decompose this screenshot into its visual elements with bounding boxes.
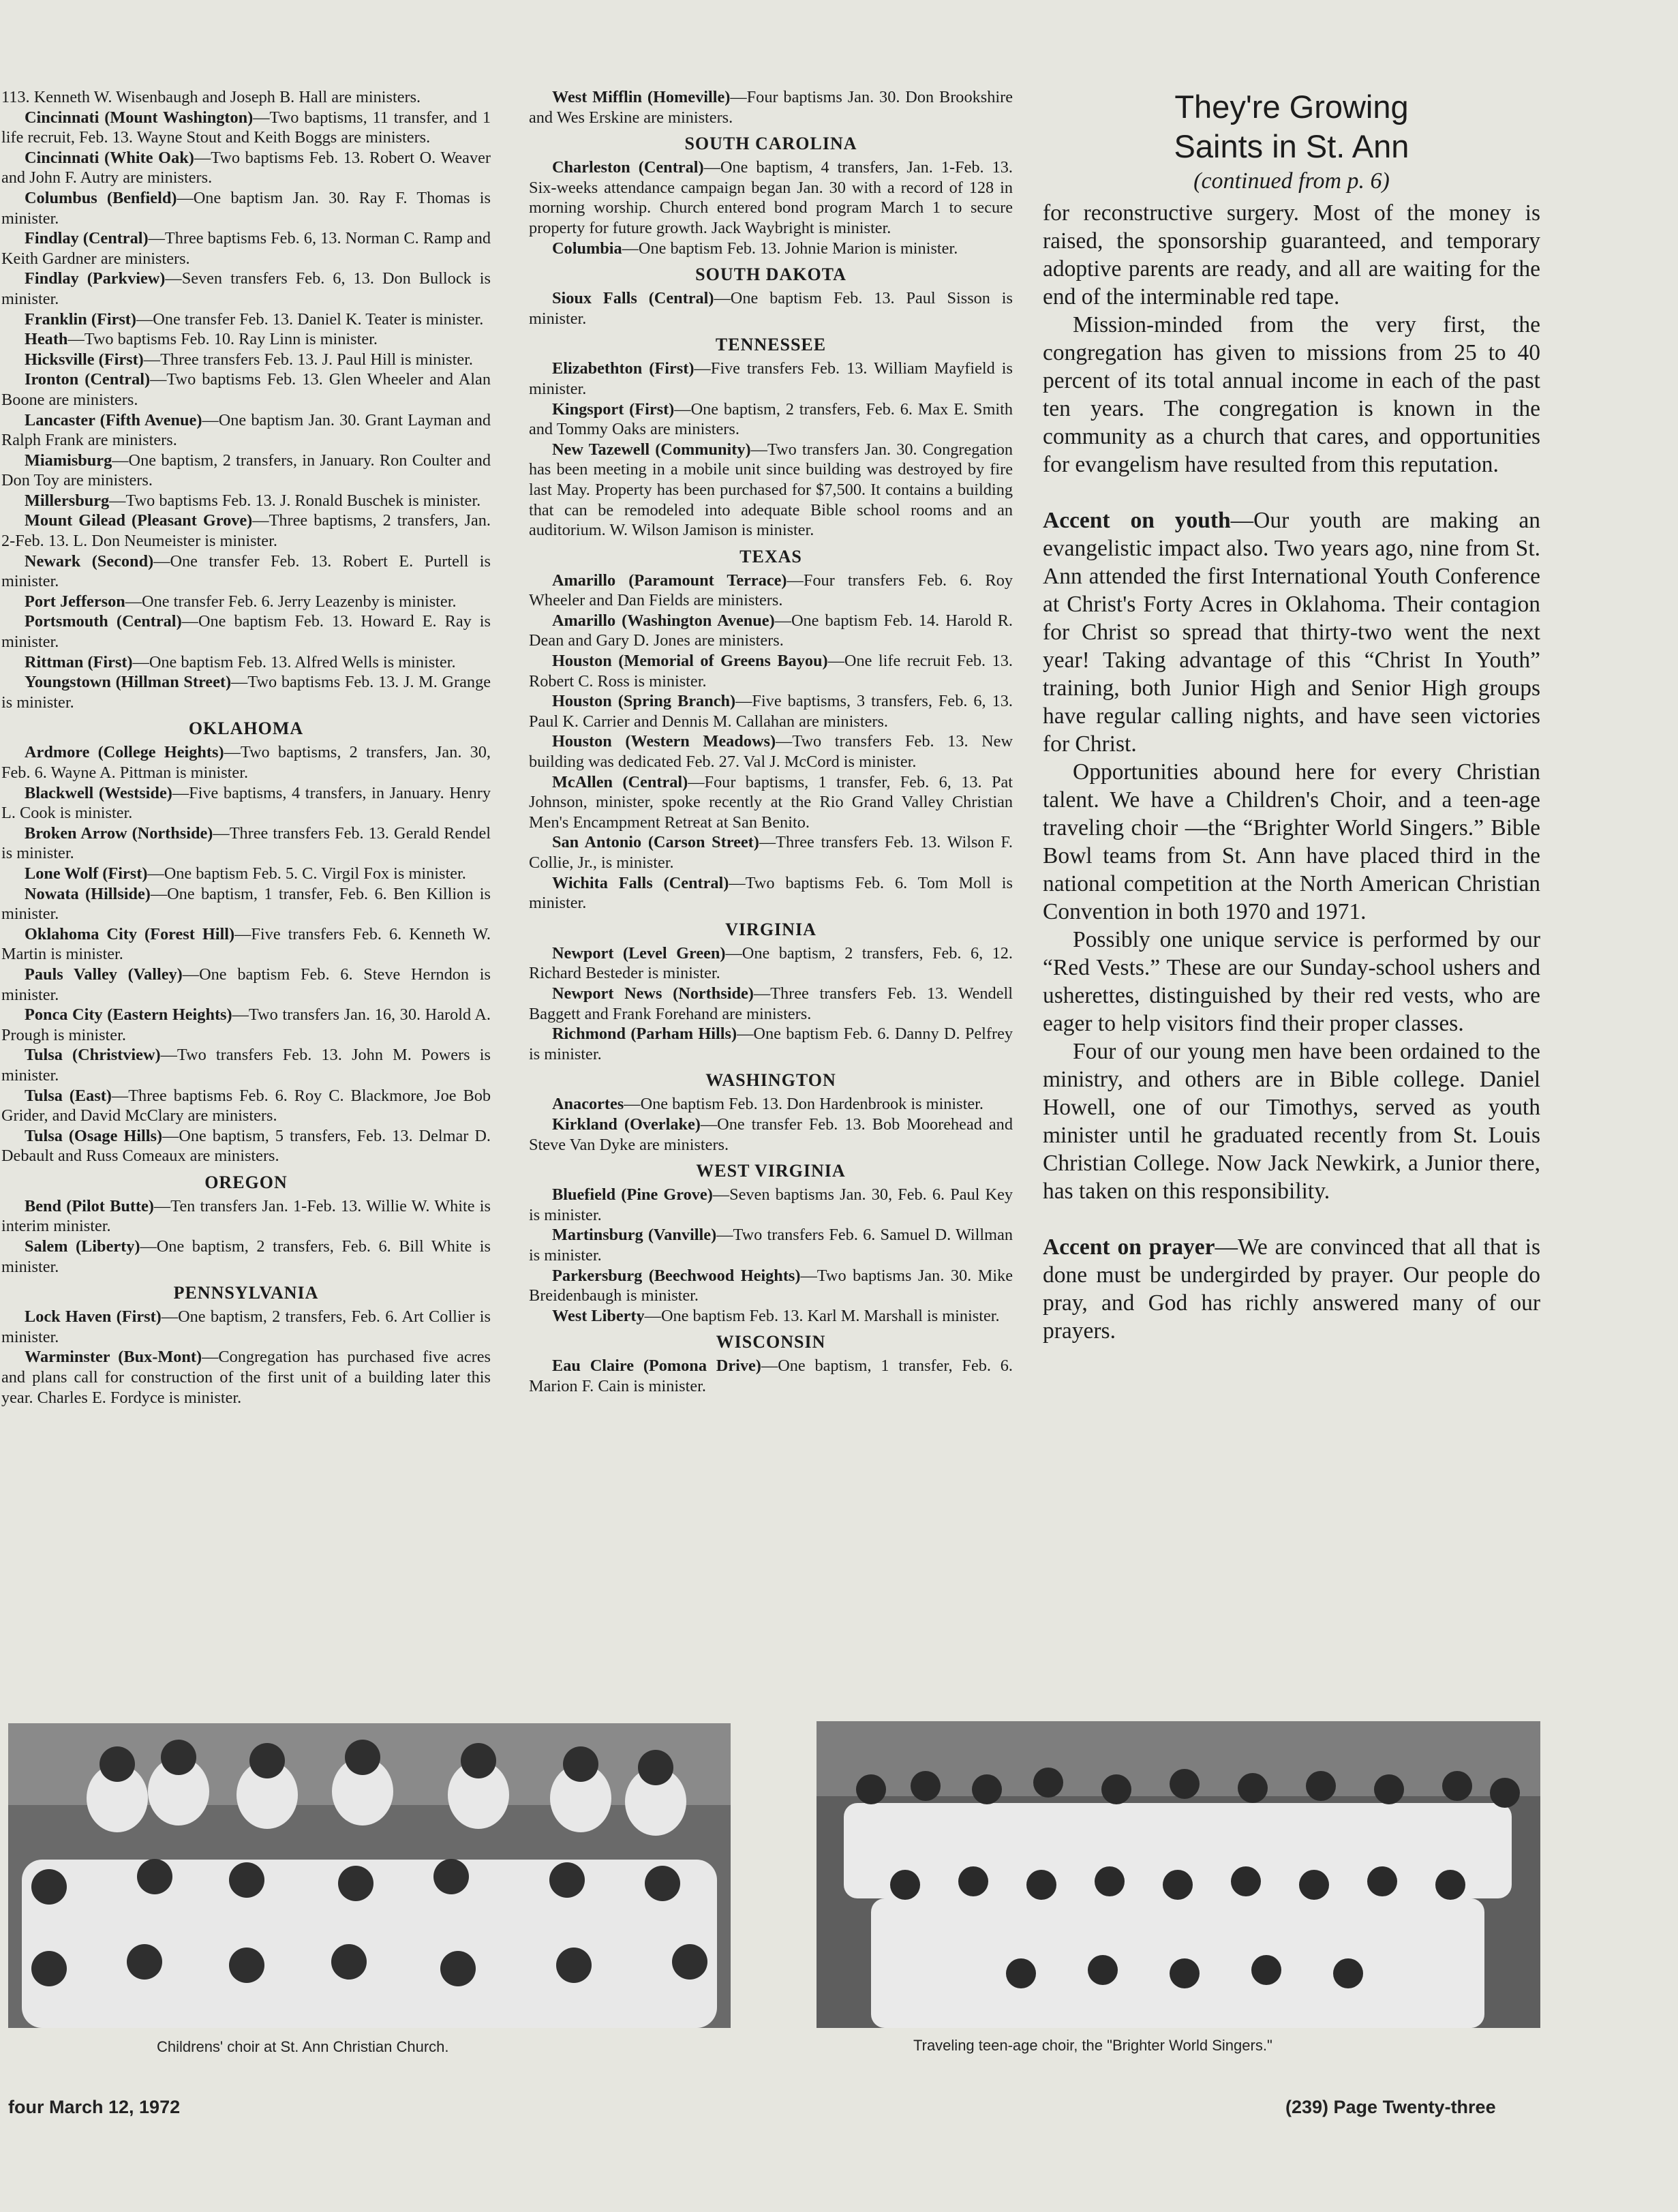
report-text: —Two transfers Feb. 6. Samuel D. Willman is minister. [529,1226,1013,1264]
church-report-entry [1,309,491,330]
church-name: Millersburg [25,491,110,510]
report-text: —Seven baptisms Jan. 30, Feb. 6. Paul Key is minister. [529,1185,1013,1224]
church-report-entry [529,1024,1013,1064]
state-heading: SOUTH CAROLINA [684,134,857,154]
church-name: Columbus (Benfield) [25,188,177,207]
church-name: Port Jefferson [25,592,125,611]
church-report-entry [1,188,491,228]
photo-caption-right: Traveling teen-age choir, the "Brighter World Singers." [913,2037,1272,2054]
church-report-entry [529,288,1013,329]
church-name: New Tazewell (Community) [552,440,751,459]
footer-date: four March 12, 1972 [8,2097,181,2117]
church-name: Newport (Level Green) [552,943,726,963]
church-report-entry [1,451,491,491]
report-text: —One baptism Feb. 13. Paul Sisson is minister. [529,289,1013,328]
church-report-entry [529,1185,1013,1225]
church-name: Findlay (Parkview) [25,269,166,288]
church-name: Anacortes [552,1095,624,1114]
report-text: —Two transfers Feb. 13. John M. Powers is minister. [1,1046,491,1085]
article-paragraph: Mission-minded from the very first, the congregation has given to missions from 25 to 40 percent of its total annual income in each of the past ten years. The congregation is known in the community as a church that cares, and opportunities for evangelism have resulted from this reputation. [1043,312,1540,477]
report-text: —Four baptisms Jan. 30. Don Brookshire and Wes Erskine are ministers. [529,88,1013,127]
church-report-entry [529,157,1013,238]
church-name: Lock Haven (First) [25,1307,162,1327]
church-name: Lancaster (Fifth Avenue) [25,410,202,429]
church-name: Houston (Western Meadows) [552,732,776,751]
report-text: —One baptism Feb. 13. Howard E. Ray is minister. [1,612,491,652]
report-text: —Two baptisms Feb. 13. Glen Wheeler and Alan Boone are ministers. [1,370,491,409]
church-name: Kingsport (First) [552,399,675,419]
church-report-entry [1,87,491,108]
church-name: Franklin (First) [25,309,136,329]
church-name: Findlay (Central) [25,229,149,248]
state-heading: PENNSYLVANIA [173,1283,319,1303]
state-heading: WASHINGTON [705,1070,836,1091]
church-name: Bluefield (Pine Grove) [552,1185,713,1205]
news-column-middle [529,87,1013,1693]
article-paragraph: Four of our young men have been ordained to the ministry, and others are in Bible college. Daniel Howell, one of our Timothys, served as youth minister until he graduated recently from St. Louis Christian College. Now Jack Newkirk, a Junior there, has taken on this responsibility. [1043,1039,1540,1204]
church-report-entry [1,551,491,592]
church-name: Kirkland (Overlake) [552,1115,701,1134]
church-name: Houston (Spring Branch) [552,692,736,711]
church-name: Charleston (Central) [552,158,704,177]
church-name: Oklahoma City (Forest Hill) [25,924,235,943]
report-text: —One baptism Feb. 13. Karl M. Marshall is minister. [644,1306,1000,1325]
report-text: —One baptism Feb. 6. Danny D. Pelfrey is minister. [529,1025,1013,1063]
report-text: —Three baptisms Feb. 6. Roy C. Blackmore, Joe Bob Grider, and David McClary are ministers. [1,1086,491,1125]
church-name: Tulsa (Osage Hills) [25,1126,163,1145]
church-report-entry [1,884,491,924]
church-report-entry [1,369,491,410]
report-text: —Two baptisms Feb. 13. J. M. Grange is minister. [1,673,491,712]
church-report-entry [1,652,491,673]
church-name: Columbia [552,239,622,258]
report-text: —Two baptisms Feb. 13. Robert O. Weaver and John F. Autry are ministers. [1,148,491,187]
church-name: Sioux Falls (Central) [552,289,714,308]
church-report-entry [529,1356,1013,1396]
article-paragraph: Possibly one unique service is performed by our “Red Vests.” These are our Sunday-school ushers and usherettes, distinguished by their red vests, who are eager to help visitors find their proper classes. [1043,927,1540,1036]
subhead-youth: Accent on youth [1043,508,1231,533]
church-name: Ponca City (Eastern Heights) [25,1005,232,1025]
report-text: —Five transfers Feb. 13. William Mayfield is minister. [529,359,1013,398]
church-report-entry [529,1094,1013,1115]
church-name: Lone Wolf (First) [25,864,148,883]
report-text: —Ten transfers Jan. 1-Feb. 13. Willie W. White is interim minister. [1,1196,491,1236]
church-report-entry [529,651,1013,691]
article-title-line1: They're Growing [1174,89,1409,125]
state-heading: WEST VIRGINIA [696,1161,846,1181]
report-text: —One transfer Feb. 13. Daniel K. Teater is minister. [136,309,484,329]
report-text: —One baptism Feb. 5. C. Virgil Fox is minister. [147,864,466,883]
church-report-entry [1,148,491,188]
church-report-entry [529,611,1013,651]
article-paragraph: Opportunities abound here for every Christian talent. We have a Children's Choir, and a teen-age traveling choir —the “Brighter World Singers.” Bible Bowl teams from St. Ann have placed third in the national competition at the North American Christian Convention in both 1970 and 1971. [1043,759,1540,924]
church-report-entry [529,239,1013,259]
church-report-entry [529,1266,1013,1306]
church-report-entry [529,87,1013,127]
church-name: Blackwell (Westside) [25,783,172,802]
report-text: —One life recruit Feb. 13. Robert C. Ross is minister. [529,652,1013,691]
report-text: —Two baptisms Feb. 10. Ray Linn is minister. [67,330,378,349]
church-name: Eau Claire (Pomona Drive) [552,1357,761,1376]
church-report-entry [1,611,491,652]
church-report-entry [1,864,491,884]
footer-page-number: (239) Page Twenty-three [1285,2097,1496,2117]
church-report-entry [529,832,1013,873]
church-name: Cincinnati (Mount Washington) [25,108,254,127]
church-report-entry [1,672,491,712]
church-report-entry [529,1306,1013,1327]
church-name: West Liberty [552,1306,645,1325]
church-report-entry [1,1307,491,1347]
church-report-entry [529,1225,1013,1265]
report-text: —One baptism Feb. 14. Harold R. Dean and Gary D. Jones are ministers. [529,611,1013,650]
state-heading: VIRGINIA [725,919,817,939]
church-name: Bend (Pilot Butte) [25,1196,154,1215]
church-report-entry [1,823,491,864]
state-heading: SOUTH DAKOTA [695,264,846,285]
report-text: —One baptism Jan. 30. Ray F. Thomas is minister. [1,188,491,228]
report-text: —One baptism, 2 transfers, Feb. 6, 12. Richard Besteder is minister. [529,943,1013,983]
church-name: Mount Gilead (Pleasant Grove) [25,511,253,530]
report-text: —Three transfers Feb. 13. J. Paul Hill is minister. [143,350,473,369]
church-name: Ardmore (College Heights) [25,743,224,762]
church-report-entry [529,359,1013,399]
church-name: Newport News (Northside) [552,984,754,1003]
article-title-line2: Saints in St. Ann [1174,128,1409,164]
church-report-entry [1,1237,491,1277]
church-name: Elizabethton (First) [552,359,695,378]
report-text: —One baptism, 1 transfer, Feb. 6. Ben Killion is minister. [1,884,491,924]
church-report-entry [529,399,1013,440]
teen-choir-photo [817,1721,1540,2028]
church-report-entry [1,1005,491,1045]
report-text: —Two transfers Feb. 13. New building was dedicated Feb. 27. Val J. McCord is minister. [529,732,1013,772]
report-text: —Two baptisms, 2 transfers, Jan. 30, Feb. 6. Wayne A. Pittman is minister. [1,743,491,782]
report-text: —Four baptisms, 1 transfer, Feb. 6, 13. Pat Johnson, minister, spoke recently at the Rio Grand Valley Christian Men's Encampment Retreat at San Benito. [529,772,1013,832]
church-name: Martinsburg (Vanville) [552,1226,717,1245]
church-name: Houston (Memorial of Greens Bayou) [552,652,828,671]
report-text: —One baptism, 5 transfers, Feb. 13. Delmar D. Debault and Russ Comeaux are ministers. [1,1126,491,1166]
report-text: —One baptism Feb. 13. Johnie Marion is minister. [622,239,958,258]
report-text: —One baptism, 4 transfers, Jan. 1-Feb. 13. Six-weeks attendance campaign began Jan. 30 with a record of 128 in morning worship. Church entered bond program March 1 to secure property for future growth. Jack Waybright is minister. [529,158,1013,237]
report-text: —One transfer Feb. 13. Robert E. Purtell is minister. [1,551,491,591]
church-name: Hicksville (First) [25,350,144,369]
article-column [1043,87,1540,1710]
state-heading: WISCONSIN [716,1332,826,1352]
church-report-entry [1,1196,491,1237]
church-name: McAllen (Central) [552,772,688,791]
church-report-entry [1,410,491,451]
church-report-entry [1,1126,491,1166]
church-name: Amarillo (Paramount Terrace) [552,571,787,590]
report-text: —One baptism Feb. 6. Steve Herndon is minister. [1,965,491,1004]
church-report-entry [1,491,491,511]
article-paragraph: Accent on prayer—We are convinced that all that is done must be undergirded by prayer. Our people do pray, and God has richly answered many of our prayers. [1043,1234,1540,1344]
report-text: —One transfer Feb. 6. Jerry Leazenby is minister. [125,592,457,611]
report-text: —Three transfers Feb. 13. Wendell Baggett and Frank Forehand are ministers. [529,984,1013,1023]
report-text: —Three baptisms Feb. 6, 13. Norman C. Ramp and Keith Gardner are ministers. [1,229,491,268]
report-text: —One transfer Feb. 13. Bob Moorehead and Steve Van Dyke are ministers. [529,1115,1013,1154]
report-text: —Two transfers Jan. 16, 30. Harold A. Prough is minister. [1,1005,491,1044]
church-report-entry [1,592,491,612]
report-text: —Five baptisms, 4 transfers, in January. Henry L. Cook is minister. [1,783,491,823]
report-text: —One baptism, 2 transfers, Feb. 6. Art Collier is minister. [1,1307,491,1346]
church-name: Warminster (Bux-Mont) [25,1348,202,1367]
church-name: Heath [25,330,68,349]
report-text: —One baptism, 2 transfers, Feb. 6. Bill White is minister. [1,1237,491,1276]
church-name: San Antonio (Carson Street) [552,833,759,852]
church-name: Broken Arrow (Northside) [25,823,213,843]
report-text: —Two baptisms Feb. 13. J. Ronald Buschek is minister. [109,491,481,510]
church-report-entry [529,440,1013,541]
church-name: Newark (Second) [25,551,154,571]
report-text: —Two baptisms, 11 transfer, and 1 life recruit, Feb. 13. Wayne Stout and Keith Boggs are ministers. [1,108,491,147]
report-text: —One baptism, 2 transfers, in January. Ron Coulter and Don Toy are ministers. [1,451,491,490]
church-report-entry [1,742,491,783]
report-text: —Five transfers Feb. 6. Kenneth W. Martin is minister. [1,924,491,964]
continued-note: (continued from p. 6) [1193,168,1390,194]
childrens-choir-photo [8,1723,731,2028]
church-name: Rittman (First) [25,652,133,671]
church-report-entry [1,965,491,1005]
subhead-prayer: Accent on prayer [1043,1234,1215,1260]
church-report-entry [1,350,491,370]
church-name: Miamisburg [25,451,112,470]
church-name: Richmond (Parham Hills) [552,1025,737,1044]
photo-caption-left: Childrens' choir at St. Ann Christian Church. [157,2038,449,2055]
state-heading: OKLAHOMA [188,718,304,739]
church-name: Ironton (Central) [25,370,151,389]
church-report-entry [529,571,1013,611]
church-report-entry [1,1045,491,1085]
church-report-entry [529,772,1013,833]
church-report-entry [529,691,1013,731]
report-text: —Two baptisms Feb. 6. Tom Moll is minister. [529,873,1013,913]
church-report-entry [1,1086,491,1126]
church-report-entry [529,943,1013,984]
church-report-entry [1,924,491,965]
church-name: Cincinnati (White Oak) [25,148,194,167]
report-text: —One baptism Feb. 13. Alfred Wells is minister. [132,652,456,671]
church-report-entry [1,228,491,269]
church-name: Wichita Falls (Central) [552,873,729,892]
church-name: Amarillo (Washington Avenue) [552,611,775,630]
report-text: —Two baptisms Jan. 30. Mike Breidenbaugh is minister. [529,1266,1013,1305]
article-paragraph: Accent on youth—Our youth are making an evangelistic impact also. Two years ago, nine from St. Ann attended the first International Youth Conference at Christ's Forty Acres in Oklahoma. Their contagion for Christ so spread that thirty-two went the next year! Taking advantage of this “Christ In Youth” training, both Junior High and Senior High groups have regular calling nights, and have seen victories for Christ. [1043,508,1540,757]
report-text: —One baptism Jan. 30. Grant Layman and Ralph Frank are ministers. [1,410,491,450]
church-report-entry [529,731,1013,772]
state-heading: OREGON [204,1172,288,1192]
report-text: —Congregation has purchased five acres and plans call for construction of the first unit of a building later this year. Charles E. Fordyce is minister. [1,1348,491,1407]
church-report-entry [1,1347,491,1408]
report-text: —Three transfers Feb. 13. Wilson F. Collie, Jr., is minister. [529,833,1013,872]
report-text: —Two transfers Jan. 30. Congregation has been meeting in a mobile unit since building was destroyed by fire last May. Property has been purchased for $7,500. It contains a building that can be remodeled into adequate Bible school rooms and an auditorium. W. Wilson Jamison is minister. [529,440,1013,540]
church-report-entry [1,329,491,350]
article-paragraph: for reconstructive surgery. Most of the money is raised, the sponsorship guaranteed, and temporary adoptive parents are ready, and all are waiting for the end of the interminable red tape. [1043,200,1540,309]
church-name: Nowata (Hillside) [25,884,151,903]
church-name: Tulsa (Christview) [25,1046,161,1065]
church-report-entry [529,1115,1013,1155]
church-name: Parkersburg (Beechwood Heights) [552,1266,801,1285]
report-text: —One baptism Feb. 13. Don Hardenbrook is minister. [624,1095,983,1114]
church-report-entry [1,269,491,309]
report-text: —Four transfers Feb. 6. Roy Wheeler and Dan Fields are ministers. [529,571,1013,610]
church-report-entry [529,873,1013,913]
church-report-entry [1,511,491,551]
report-text: 113. Kenneth W. Wisenbaugh and Joseph B. Hall are ministers. [1,88,421,106]
report-text: —Five baptisms, 3 transfers, Feb. 6, 13. Paul K. Carrier and Dennis M. Callahan are ministers. [529,692,1013,731]
report-text: —One baptism, 1 transfer, Feb. 6. Marion F. Cain is minister. [529,1357,1013,1395]
report-text: —One baptism, 2 transfers, Feb. 6. Max E. Smith and Tommy Oaks are ministers. [529,399,1013,439]
church-name: Salem (Liberty) [25,1237,140,1256]
report-text: —Three baptisms, 2 transfers, Jan. 2-Feb. 13. L. Don Neumeister is minister. [1,511,491,551]
state-heading: TEXAS [739,546,802,566]
church-name: Tulsa (East) [25,1086,112,1105]
report-text: —Seven transfers Feb. 6, 13. Don Bullock is minister. [1,269,491,308]
church-name: West Mifflin (Homeville) [552,88,731,106]
church-report-entry [1,108,491,148]
news-column-left [1,87,491,1693]
church-report-entry [1,783,491,823]
church-report-entry [529,984,1013,1024]
report-text: —Three transfers Feb. 13. Gerald Rendel is minister. [1,823,491,863]
church-name: Youngstown (Hillman Street) [25,673,232,692]
state-heading: TENNESSEE [715,335,827,355]
church-name: Portsmouth (Central) [25,612,182,631]
church-name: Pauls Valley (Valley) [25,965,183,984]
